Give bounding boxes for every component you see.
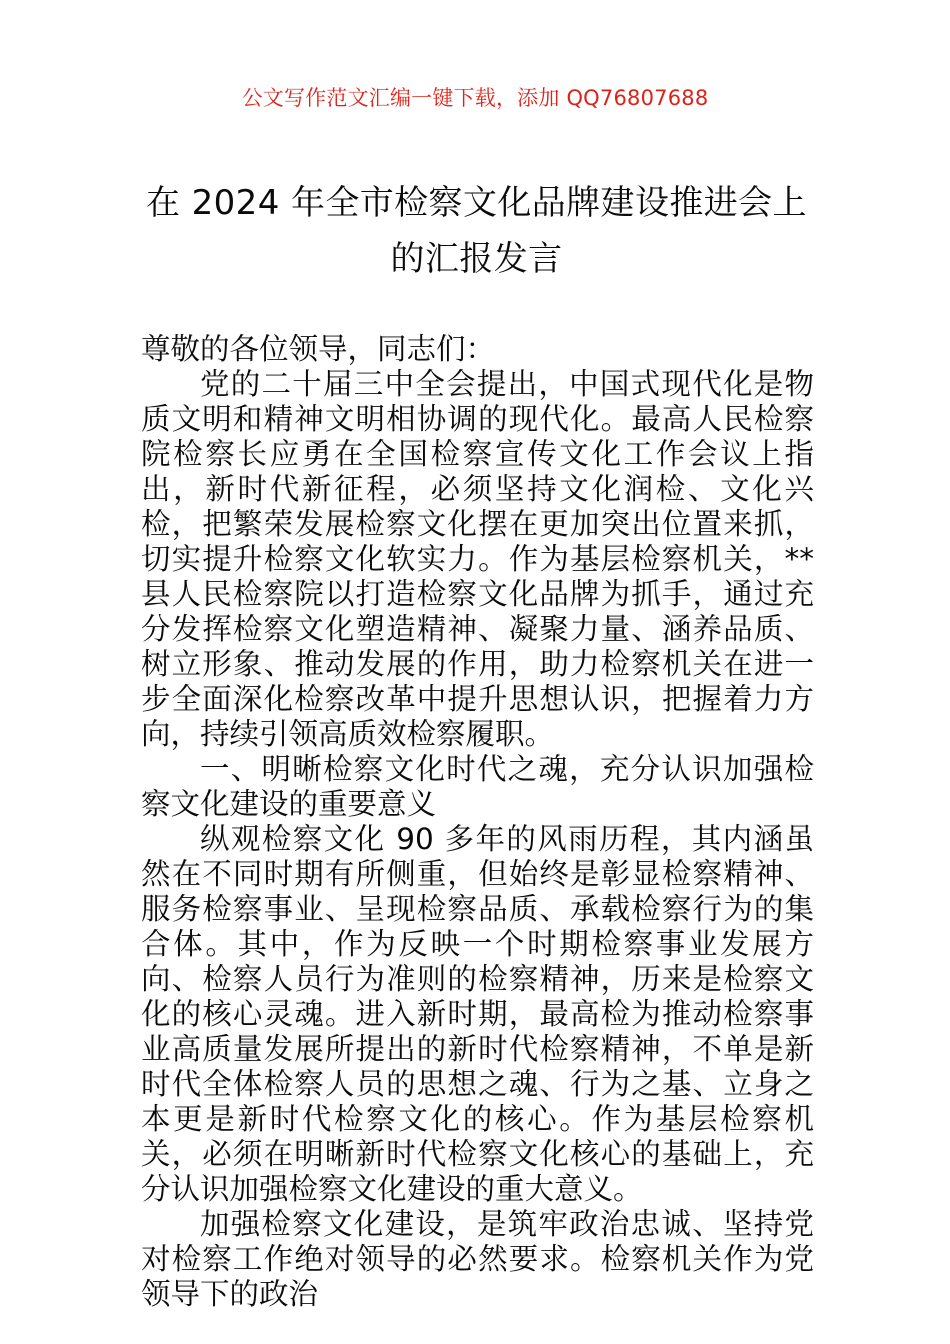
paragraph-section-1-body-2: 加强检察文化建设，是筑牢政治忠诚、坚持党对检察工作绝对领导的必然要求。检察机关作为党领导下的政治 (141, 1207, 814, 1311)
paragraph-heading-1: 一、明晰检察文化时代之魂，充分认识加强检察文化建设的重要意义 (141, 752, 814, 821)
page-title-line-1: 在 2024 年全市检察文化品牌建设推进会上 (146, 183, 807, 223)
page-title (141, 175, 812, 287)
paragraph-opening: 党的二十届三中全会提出，中国式现代化是物质文明和精神文明相协调的现代化。最高人民检察院检察长应勇在全国检察宣传文化工作会议上指出，新时代新征程，必须坚持文化润检、文化兴检，把繁荣发展检察文化摆在更加突出位置来抓，切实提升检察文化软实力。作为基层检察机关，**县人民检察院以打造检察文化品牌为抓手，通过充分发挥检察文化塑造精神、凝聚力量、涵养品质、树立形象、推动发展的作用，助力检察机关在进一步全面深化检察改革中提升思想认识，把握着力方向，持续引领高质效检察履职。 (141, 367, 814, 751)
paragraph-salutation: 尊敬的各位领导，同志们： (141, 332, 496, 366)
paragraph-section-1-body-1: 纵观检察文化 90 多年的风雨历程，其内涵虽然在不同时期有所侧重，但始终是彰显检察精神、服务检察事业、呈现检察品质、承载检察行为的集合体。其中，作为反映一个时期检察事业发展方向、检察人员行为准则的检察精神，历来是检察文化的核心灵魂。进入新时期，最高检为推动检察事业高质量发展所提出的新时代检察精神，不单是新时代全体检察人员的思想之魂、行为之基、立身之本更是新时代检察文化的核心。作为基层检察机关，必须在明晰新时代检察文化核心的基础上，充分认识加强检察文化建设的重大意义。 (141, 822, 814, 1206)
promo-banner-text: 公文写作范文汇编一键下载，添加 QQ76807688 (241, 86, 709, 110)
page-title-line-2: 的汇报发言 (390, 239, 563, 279)
document-body (141, 332, 814, 1312)
